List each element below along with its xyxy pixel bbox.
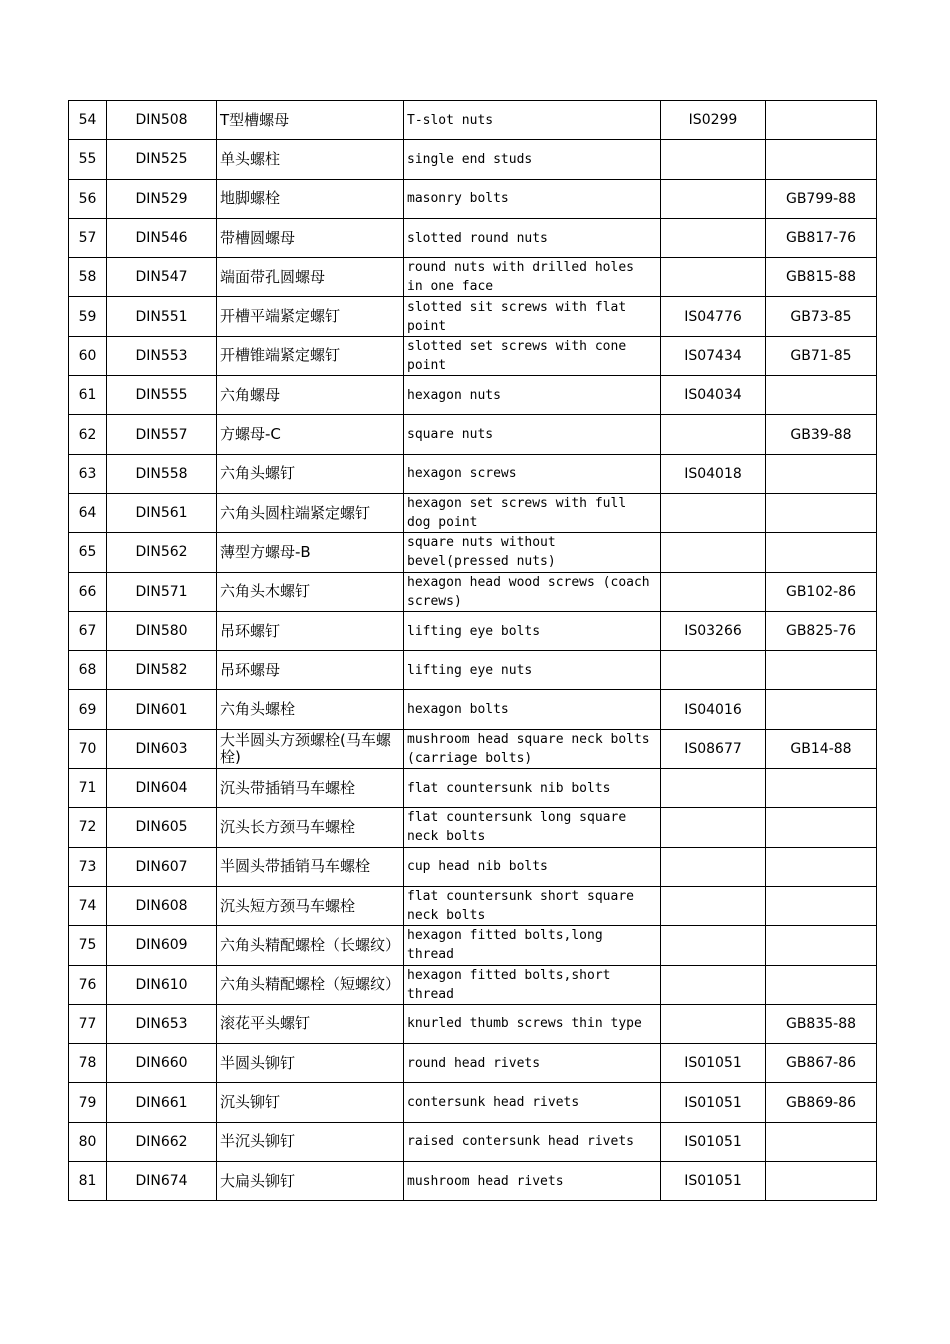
- english-name-cell: lifting eye nuts: [404, 651, 661, 690]
- din-code-cell: DIN557: [107, 415, 217, 454]
- chinese-name-cell: 薄型方螺母-B: [217, 533, 404, 572]
- table-row: [69, 101, 877, 140]
- table-row: [69, 926, 877, 965]
- english-name-cell: mushroom head square neck bolts (carriage bolts): [404, 729, 661, 768]
- chinese-name-cell: 滚花平头螺钉: [217, 1004, 404, 1043]
- gb-code-cell: GB71-85: [766, 336, 877, 375]
- chinese-name-cell: 六角头木螺钉: [217, 572, 404, 611]
- english-name-cell: slotted set screws with cone point: [404, 336, 661, 375]
- din-code-cell: DIN607: [107, 847, 217, 886]
- din-code-cell: DIN661: [107, 1083, 217, 1122]
- gb-code-cell: GB73-85: [766, 297, 877, 336]
- english-name-cell: hexagon fitted bolts,short thread: [404, 965, 661, 1004]
- gb-code-cell: [766, 376, 877, 415]
- iso-code-cell: [661, 572, 766, 611]
- table-row: [69, 454, 877, 493]
- chinese-name-cell: 六角头精配螺栓（长螺纹）: [217, 926, 404, 965]
- table-row: [69, 376, 877, 415]
- iso-code-cell: [661, 769, 766, 808]
- row-number-cell: 67: [69, 611, 107, 650]
- english-name-cell: hexagon screws: [404, 454, 661, 493]
- english-name-cell: square nuts without bevel(pressed nuts): [404, 533, 661, 572]
- gb-code-cell: [766, 140, 877, 179]
- english-name-cell: T-slot nuts: [404, 101, 661, 140]
- iso-code-cell: IS07434: [661, 336, 766, 375]
- table-row: [69, 493, 877, 532]
- iso-code-cell: IS01051: [661, 1083, 766, 1122]
- iso-code-cell: [661, 493, 766, 532]
- gb-code-cell: [766, 1162, 877, 1201]
- chinese-name-cell: 沉头带插销马车螺栓: [217, 769, 404, 808]
- row-number-cell: 77: [69, 1004, 107, 1043]
- gb-code-cell: [766, 965, 877, 1004]
- din-code-cell: DIN562: [107, 533, 217, 572]
- chinese-name-cell: 六角头圆柱端紧定螺钉: [217, 493, 404, 532]
- row-number-cell: 56: [69, 179, 107, 218]
- english-name-cell: slotted sit screws with flat point: [404, 297, 661, 336]
- english-name-cell: contersunk head rivets: [404, 1083, 661, 1122]
- gb-code-cell: GB815-88: [766, 258, 877, 297]
- iso-code-cell: IS03266: [661, 611, 766, 650]
- chinese-name-cell: 带槽圆螺母: [217, 218, 404, 257]
- english-name-cell: raised contersunk head rivets: [404, 1122, 661, 1161]
- iso-code-cell: [661, 533, 766, 572]
- din-code-cell: DIN601: [107, 690, 217, 729]
- row-number-cell: 57: [69, 218, 107, 257]
- english-name-cell: hexagon fitted bolts,long thread: [404, 926, 661, 965]
- gb-code-cell: GB867-86: [766, 1044, 877, 1083]
- english-name-cell: knurled thumb screws thin type: [404, 1004, 661, 1043]
- iso-code-cell: [661, 140, 766, 179]
- gb-code-cell: [766, 1122, 877, 1161]
- english-name-cell: hexagon head wood screws (coach screws): [404, 572, 661, 611]
- iso-code-cell: IS04018: [661, 454, 766, 493]
- table-row: [69, 651, 877, 690]
- din-code-cell: DIN653: [107, 1004, 217, 1043]
- gb-code-cell: GB869-86: [766, 1083, 877, 1122]
- table-row: [69, 218, 877, 257]
- chinese-name-cell: 方螺母-C: [217, 415, 404, 454]
- iso-code-cell: [661, 218, 766, 257]
- row-number-cell: 80: [69, 1122, 107, 1161]
- din-code-cell: DIN571: [107, 572, 217, 611]
- din-code-cell: DIN674: [107, 1162, 217, 1201]
- gb-code-cell: [766, 101, 877, 140]
- din-code-cell: DIN553: [107, 336, 217, 375]
- table-row: [69, 1162, 877, 1201]
- english-name-cell: cup head nib bolts: [404, 847, 661, 886]
- table-row: [69, 1044, 877, 1083]
- table-row: [69, 572, 877, 611]
- gb-code-cell: [766, 769, 877, 808]
- chinese-name-cell: 端面带孔圆螺母: [217, 258, 404, 297]
- iso-code-cell: IS01051: [661, 1044, 766, 1083]
- iso-code-cell: IS01051: [661, 1122, 766, 1161]
- iso-code-cell: [661, 258, 766, 297]
- chinese-name-cell: 大半圆头方颈螺栓(马车螺栓): [217, 729, 404, 768]
- gb-code-cell: [766, 454, 877, 493]
- table-row: [69, 769, 877, 808]
- english-name-cell: masonry bolts: [404, 179, 661, 218]
- gb-code-cell: GB835-88: [766, 1004, 877, 1043]
- row-number-cell: 70: [69, 729, 107, 768]
- table-row: [69, 808, 877, 847]
- row-number-cell: 78: [69, 1044, 107, 1083]
- table-row: [69, 1122, 877, 1161]
- din-code-cell: DIN609: [107, 926, 217, 965]
- english-name-cell: flat countersunk long square neck bolts: [404, 808, 661, 847]
- din-code-cell: DIN604: [107, 769, 217, 808]
- din-code-cell: DIN558: [107, 454, 217, 493]
- table-row: [69, 415, 877, 454]
- gb-code-cell: GB825-76: [766, 611, 877, 650]
- standards-table: [68, 100, 877, 1201]
- iso-code-cell: IS04034: [661, 376, 766, 415]
- gb-code-cell: [766, 493, 877, 532]
- row-number-cell: 68: [69, 651, 107, 690]
- table-row: [69, 965, 877, 1004]
- chinese-name-cell: 吊环螺钉: [217, 611, 404, 650]
- english-name-cell: mushroom head rivets: [404, 1162, 661, 1201]
- din-code-cell: DIN660: [107, 1044, 217, 1083]
- table-row: [69, 336, 877, 375]
- din-code-cell: DIN662: [107, 1122, 217, 1161]
- table-row: [69, 179, 877, 218]
- gb-code-cell: GB39-88: [766, 415, 877, 454]
- chinese-name-cell: 吊环螺母: [217, 651, 404, 690]
- iso-code-cell: [661, 415, 766, 454]
- din-code-cell: DIN608: [107, 886, 217, 925]
- table-body: [69, 101, 877, 1201]
- din-code-cell: DIN525: [107, 140, 217, 179]
- english-name-cell: flat countersunk short square neck bolts: [404, 886, 661, 925]
- row-number-cell: 61: [69, 376, 107, 415]
- gb-code-cell: [766, 533, 877, 572]
- row-number-cell: 73: [69, 847, 107, 886]
- chinese-name-cell: 六角螺母: [217, 376, 404, 415]
- chinese-name-cell: 单头螺柱: [217, 140, 404, 179]
- chinese-name-cell: 大扁头铆钉: [217, 1162, 404, 1201]
- row-number-cell: 55: [69, 140, 107, 179]
- iso-code-cell: IS08677: [661, 729, 766, 768]
- gb-code-cell: GB817-76: [766, 218, 877, 257]
- iso-code-cell: IS0299: [661, 101, 766, 140]
- iso-code-cell: IS01051: [661, 1162, 766, 1201]
- gb-code-cell: [766, 808, 877, 847]
- chinese-name-cell: 地脚螺栓: [217, 179, 404, 218]
- table-row: [69, 690, 877, 729]
- row-number-cell: 63: [69, 454, 107, 493]
- table-row: [69, 1083, 877, 1122]
- din-code-cell: DIN529: [107, 179, 217, 218]
- din-code-cell: DIN561: [107, 493, 217, 532]
- chinese-name-cell: 沉头铆钉: [217, 1083, 404, 1122]
- gb-code-cell: [766, 651, 877, 690]
- table-row: [69, 258, 877, 297]
- chinese-name-cell: 六角头螺栓: [217, 690, 404, 729]
- iso-code-cell: [661, 965, 766, 1004]
- din-code-cell: DIN603: [107, 729, 217, 768]
- iso-code-cell: [661, 926, 766, 965]
- english-name-cell: hexagon nuts: [404, 376, 661, 415]
- chinese-name-cell: 半圆头带插销马车螺栓: [217, 847, 404, 886]
- chinese-name-cell: 开槽锥端紧定螺钉: [217, 336, 404, 375]
- english-name-cell: square nuts: [404, 415, 661, 454]
- table-row: [69, 533, 877, 572]
- chinese-name-cell: 沉头短方颈马车螺栓: [217, 886, 404, 925]
- row-number-cell: 59: [69, 297, 107, 336]
- english-name-cell: round head rivets: [404, 1044, 661, 1083]
- english-name-cell: lifting eye bolts: [404, 611, 661, 650]
- chinese-name-cell: 半圆头铆钉: [217, 1044, 404, 1083]
- din-code-cell: DIN551: [107, 297, 217, 336]
- english-name-cell: single end studs: [404, 140, 661, 179]
- row-number-cell: 74: [69, 886, 107, 925]
- table-row: [69, 886, 877, 925]
- row-number-cell: 76: [69, 965, 107, 1004]
- iso-code-cell: [661, 1004, 766, 1043]
- table-row: [69, 140, 877, 179]
- row-number-cell: 69: [69, 690, 107, 729]
- gb-code-cell: [766, 847, 877, 886]
- gb-code-cell: GB102-86: [766, 572, 877, 611]
- din-code-cell: DIN582: [107, 651, 217, 690]
- row-number-cell: 71: [69, 769, 107, 808]
- din-code-cell: DIN610: [107, 965, 217, 1004]
- english-name-cell: flat countersunk nib bolts: [404, 769, 661, 808]
- row-number-cell: 62: [69, 415, 107, 454]
- chinese-name-cell: 半沉头铆钉: [217, 1122, 404, 1161]
- table-row: [69, 611, 877, 650]
- iso-code-cell: [661, 179, 766, 218]
- english-name-cell: hexagon set screws with full dog point: [404, 493, 661, 532]
- english-name-cell: round nuts with drilled holes in one face: [404, 258, 661, 297]
- din-code-cell: DIN580: [107, 611, 217, 650]
- row-number-cell: 65: [69, 533, 107, 572]
- english-name-cell: hexagon bolts: [404, 690, 661, 729]
- english-name-cell: slotted round nuts: [404, 218, 661, 257]
- row-number-cell: 66: [69, 572, 107, 611]
- iso-code-cell: [661, 808, 766, 847]
- gb-code-cell: [766, 926, 877, 965]
- din-code-cell: DIN546: [107, 218, 217, 257]
- din-code-cell: DIN555: [107, 376, 217, 415]
- row-number-cell: 58: [69, 258, 107, 297]
- row-number-cell: 72: [69, 808, 107, 847]
- iso-code-cell: IS04776: [661, 297, 766, 336]
- row-number-cell: 79: [69, 1083, 107, 1122]
- chinese-name-cell: 六角头精配螺栓（短螺纹）: [217, 965, 404, 1004]
- row-number-cell: 54: [69, 101, 107, 140]
- din-code-cell: DIN508: [107, 101, 217, 140]
- row-number-cell: 64: [69, 493, 107, 532]
- din-code-cell: DIN605: [107, 808, 217, 847]
- row-number-cell: 81: [69, 1162, 107, 1201]
- gb-code-cell: GB799-88: [766, 179, 877, 218]
- chinese-name-cell: 六角头螺钉: [217, 454, 404, 493]
- iso-code-cell: [661, 847, 766, 886]
- gb-code-cell: [766, 886, 877, 925]
- gb-code-cell: [766, 690, 877, 729]
- table-row: [69, 847, 877, 886]
- row-number-cell: 75: [69, 926, 107, 965]
- chinese-name-cell: T型槽螺母: [217, 101, 404, 140]
- table-row: [69, 729, 877, 768]
- row-number-cell: 60: [69, 336, 107, 375]
- chinese-name-cell: 开槽平端紧定螺钉: [217, 297, 404, 336]
- gb-code-cell: GB14-88: [766, 729, 877, 768]
- table-row: [69, 297, 877, 336]
- table-row: [69, 1004, 877, 1043]
- iso-code-cell: [661, 651, 766, 690]
- din-code-cell: DIN547: [107, 258, 217, 297]
- iso-code-cell: [661, 886, 766, 925]
- chinese-name-cell: 沉头长方颈马车螺栓: [217, 808, 404, 847]
- iso-code-cell: IS04016: [661, 690, 766, 729]
